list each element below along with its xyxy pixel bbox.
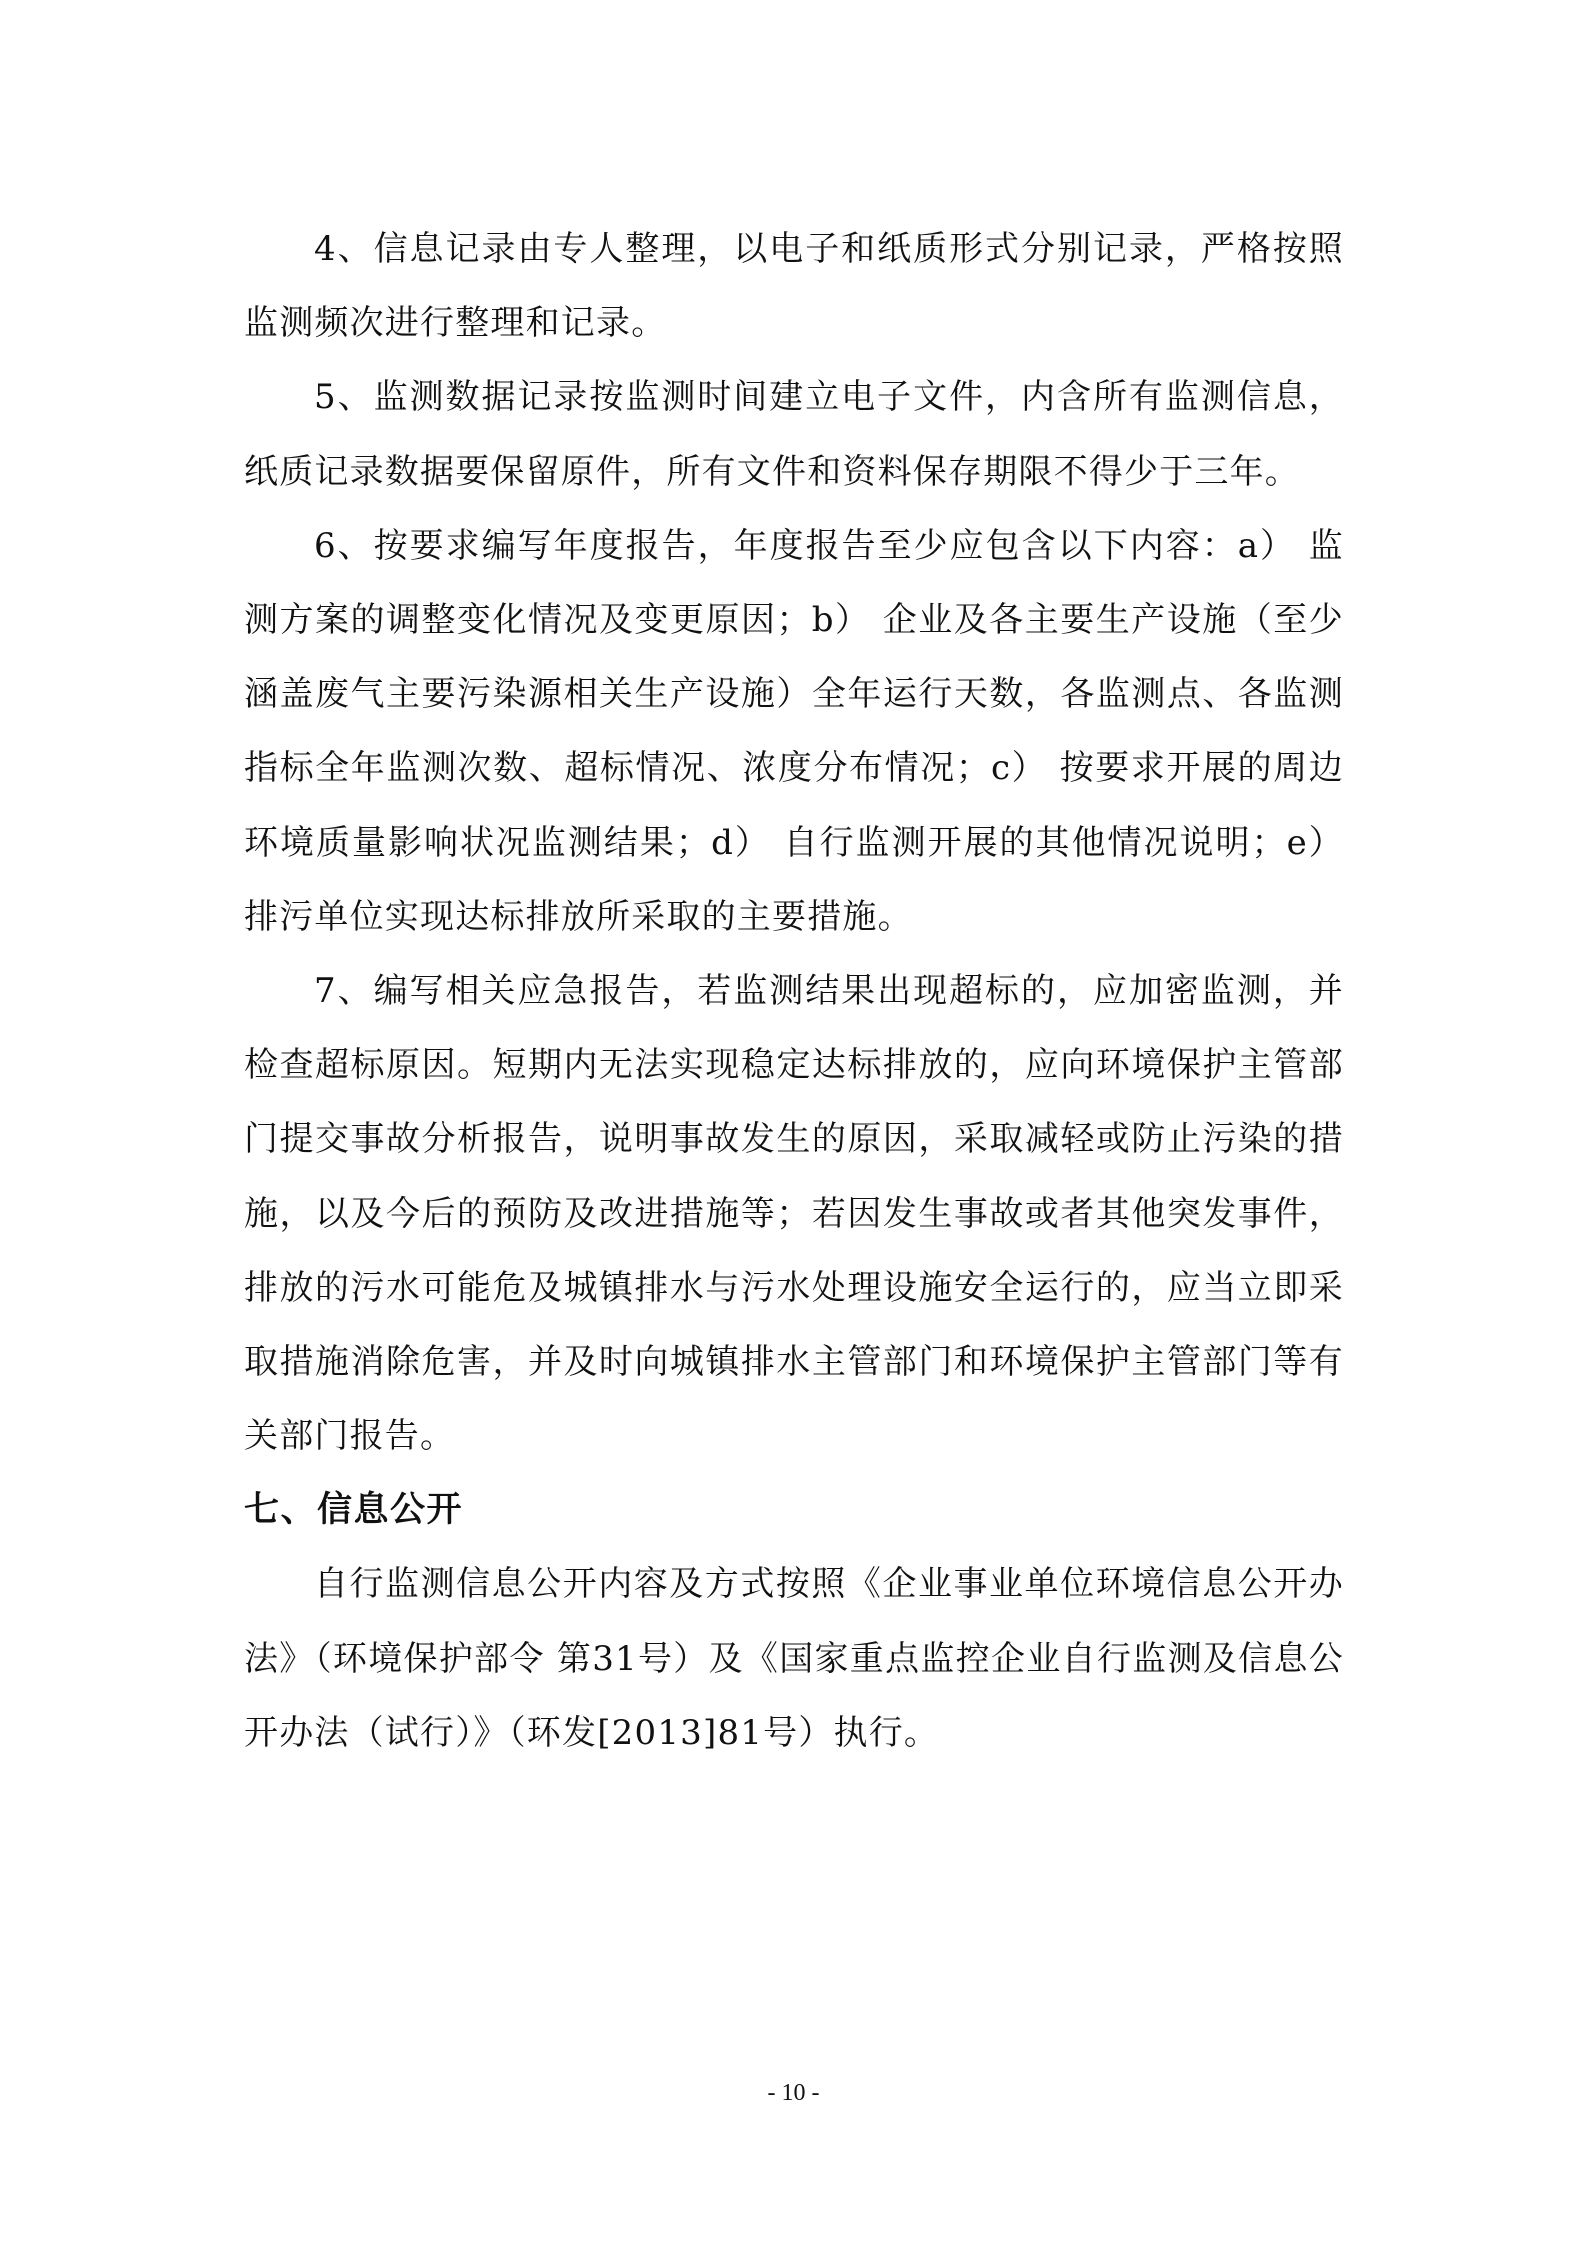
section-heading-information-disclosure: 七、信息公开 [244,1489,464,1531]
paragraph-information-disclosure: 自行监测信息公开内容及方式按照《企业事业单位环境信息公开办法》（环境保护部令 第31号）及《国家重点监控企业自行监测及信息公开办法（试行）》（环发[2013]81号）执行。 [244,1564,1344,1753]
document-page [244,212,1344,1770]
paragraph-item-5: 5、监测数据记录按监测时间建立电子文件，内含所有监测信息，纸质记录数据要保留原件，所有文件和资料保存期限不得少于三年。 [244,377,1344,492]
page-number: - 10 - [767,2080,820,2106]
paragraph-item-7: 7、编写相关应急报告，若监测结果出现超标的，应加密监测，并检查超标原因。短期内无法实现稳定达标排放的，应向环境保护主管部门提交事故分析报告，说明事故发生的原因，采取减轻或防止污染的措施，以及今后的预防及改进措施等；若因发生事故或者其他突发事件，排放的污水可能危及城镇排水与污水处理设施安全运行的，应当立即采取措施消除危害，并及时向城镇排水主管部门和环境保护主管部门等有关部门报告。 [244,971,1344,1457]
paragraph-item-4: 4、信息记录由专人整理，以电子和纸质形式分别记录，严格按照监测频次进行整理和记录。 [244,229,1344,344]
paragraph-item-6: 6、按要求编写年度报告，年度报告至少应包含以下内容：a） 监测方案的调整变化情况及变更原因；b） 企业及各主要生产设施（至少涵盖废气主要污染源相关生产设施）全年运行天数，各监测点、各监测指标全年监测次数、超标情况、浓度分布情况；c） 按要求开展的周边环境质量影响状况监测结果；d） 自行监测开展的其他情况说明；e） 排污单位实现达标排放所采取的主要措施。 [244,525,1344,937]
